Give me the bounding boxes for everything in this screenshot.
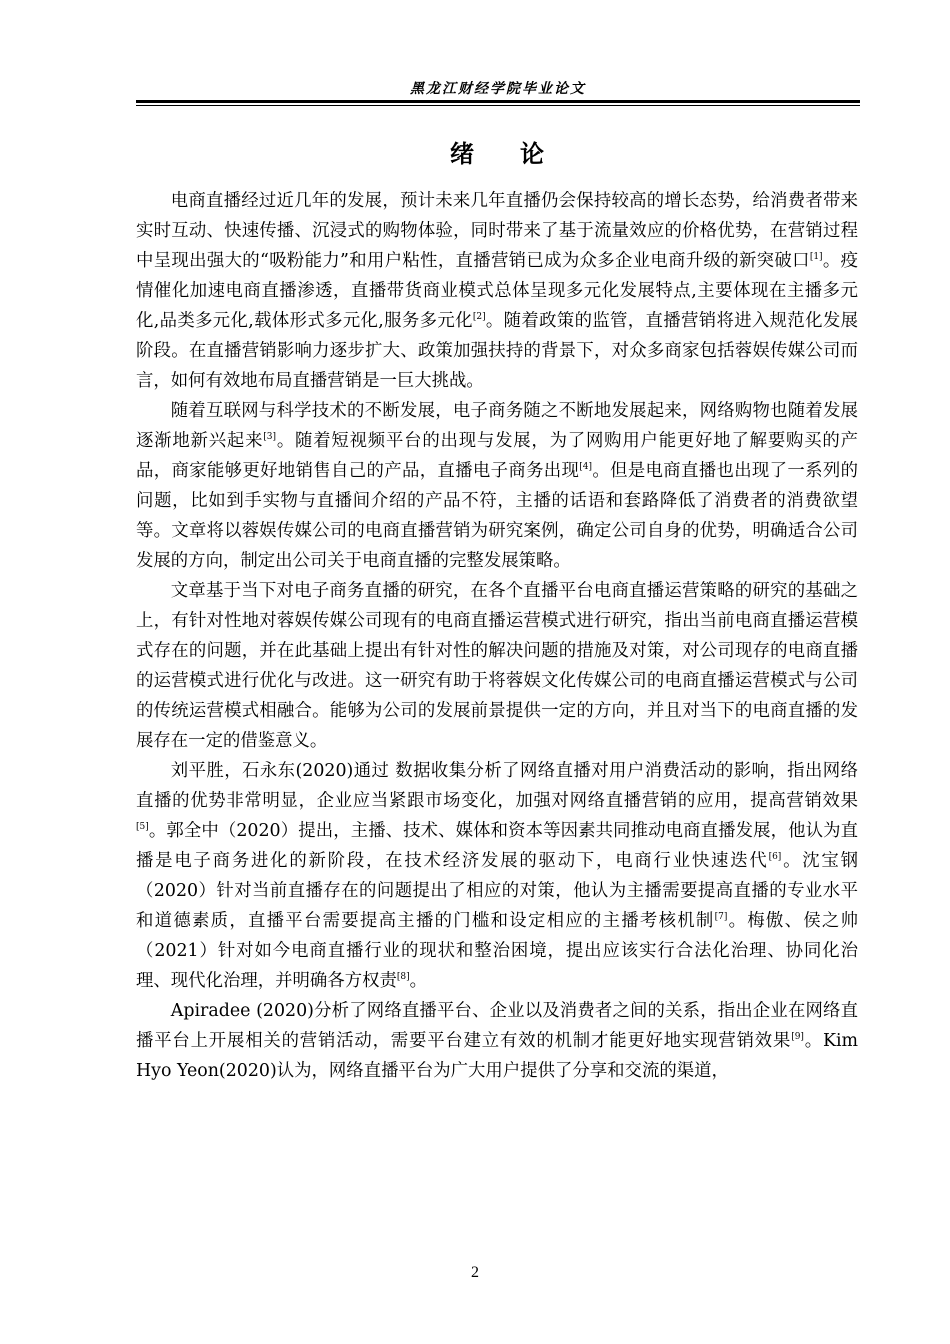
body-text bbox=[136, 186, 858, 1086]
header-rule-thin bbox=[136, 105, 860, 106]
citation-ref: [7] bbox=[714, 912, 728, 922]
paragraph-text: 。但是电商直播也出现了一系列的问题，比如到手实物与直播间介绍的产品不符，主播的话语和套路降低了消费者的消费欲望等。文章将以蓉娱传媒公司的电商直播营销为研究案例，确定公司自身的优势，明确适合公司发展的方向，制定出公司关于电商直播的完整发展策略。 bbox=[136, 461, 858, 571]
running-header: 黑龙江财经学院毕业论文 bbox=[410, 81, 586, 97]
paragraph bbox=[136, 396, 858, 576]
page-number: 2 bbox=[471, 1264, 479, 1281]
citation-ref: [5] bbox=[136, 822, 149, 832]
paragraph-text: 。随着政策的监管，直播营销将进入规范化发展阶段。在直播营销影响力逐步扩大、政策加强扶持的背景下，对众多商家包括蓉娱传媒公司而言，如何有效地布局直播营销是一巨大挑战。 bbox=[136, 311, 858, 391]
paragraph-text: Apiradee (2020)分析了网络直播平台、企业以及消费者之间的关系，指出企业在网络直播平台上开展相关的营销活动，需要平台建立有效的机制才能更好地实现营销效果 bbox=[136, 1001, 858, 1051]
paragraph-text: 。Kim Hyo Yeon(2020)认为，网络直播平台为广大用户提供了分享和交流的渠道， bbox=[136, 1031, 858, 1081]
citation-ref: [9] bbox=[791, 1032, 804, 1042]
paragraph-text: 电商直播经过近几年的发展，预计未来几年直播仍会保持较高的增长态势，给消费者带来实时互动、快速传播、沉浸式的购物体验，同时带来了基于流量效应的价格优势，在营销过程中呈现出强大的“吸粉能力”和用户粘性，直播营销已成为众多企业电商升级的新突破口 bbox=[136, 191, 858, 271]
paragraph-text: 文章基于当下对电子商务直播的研究，在各个直播平台电商直播运营策略的研究的基础之上，有针对性地对蓉娱传媒公司现有的电商直播运营模式进行研究，指出当前电商直播运营模式存在的问题，并在此基础上提出有针对性的解决问题的措施及对策，对公司现存的电商直播的运营模式进行优化与改进。这一研究有助于将蓉娱文化传媒公司的电商直播运营模式与公司的传统运营模式相融合。能够为公司的发展前景提供一定的方向，并且对当下的电商直播的发展存在一定的借鉴意义。 bbox=[136, 581, 858, 751]
paragraph bbox=[136, 576, 858, 756]
paragraph-text: 。疫情催化加速电商直播渗透，直播带货商业模式总体呈现多元化发展特点,主要体现在主播多元化,品类多元化,载体形式多元化,服务多元化 bbox=[136, 251, 858, 331]
paragraph-text: 。 bbox=[409, 971, 428, 991]
paragraph-text: 随着互联网与科学技术的不断发展，电子商务随之不断地发展起来，网络购物也随着发展逐渐地新兴起来 bbox=[136, 401, 858, 451]
citation-ref: [3] bbox=[263, 432, 277, 442]
citation-ref: [2] bbox=[472, 312, 486, 322]
paragraph bbox=[136, 186, 858, 396]
paragraph-text: 刘平胜，石永东(2020)通过 数据收集分析了网络直播对用户消费活动的影响，指出网络直播的优势非常明显，企业应当紧跟市场变化，加强对网络直播营销的应用，提高营销效果 bbox=[136, 761, 858, 811]
section-title-part2: 论 bbox=[520, 140, 546, 168]
section-title-part1: 绪 bbox=[450, 140, 476, 168]
citation-ref: [1] bbox=[809, 252, 823, 262]
section-title bbox=[136, 134, 860, 169]
paragraph-text: 。郭全中（2020）提出，主播、技术、媒体和资本等因素共同推动电商直播发展，他认为直播是电子商务进化的新阶段，在技术经济发展的驱动下，电商行业快速迭代 bbox=[136, 821, 858, 871]
header-rule-thick bbox=[136, 100, 860, 103]
paragraph-text: 。随着短视频平台的出现与发展，为了网购用户能更好地了解要购买的产品，商家能够更好地销售自己的产品，直播电子商务出现 bbox=[136, 431, 858, 481]
citation-ref: [6] bbox=[768, 852, 782, 862]
paragraph bbox=[136, 996, 858, 1086]
paragraph bbox=[136, 756, 858, 996]
paragraph-text: 。沈宝钢（2020）针对当前直播存在的问题提出了相应的对策，他认为主播需要提高直播的专业水平和道德素质，直播平台需要提高主播的门槛和设定相应的主播考核机制 bbox=[136, 851, 858, 931]
citation-ref: [4] bbox=[579, 462, 593, 472]
citation-ref: [8] bbox=[396, 972, 410, 982]
paragraph-text: 。梅傲、侯之帅（2021）针对如今电商直播行业的现状和整治困境，提出应该实行合法化治理、协同化治理、现代化治理，并明确各方权责 bbox=[136, 911, 858, 991]
